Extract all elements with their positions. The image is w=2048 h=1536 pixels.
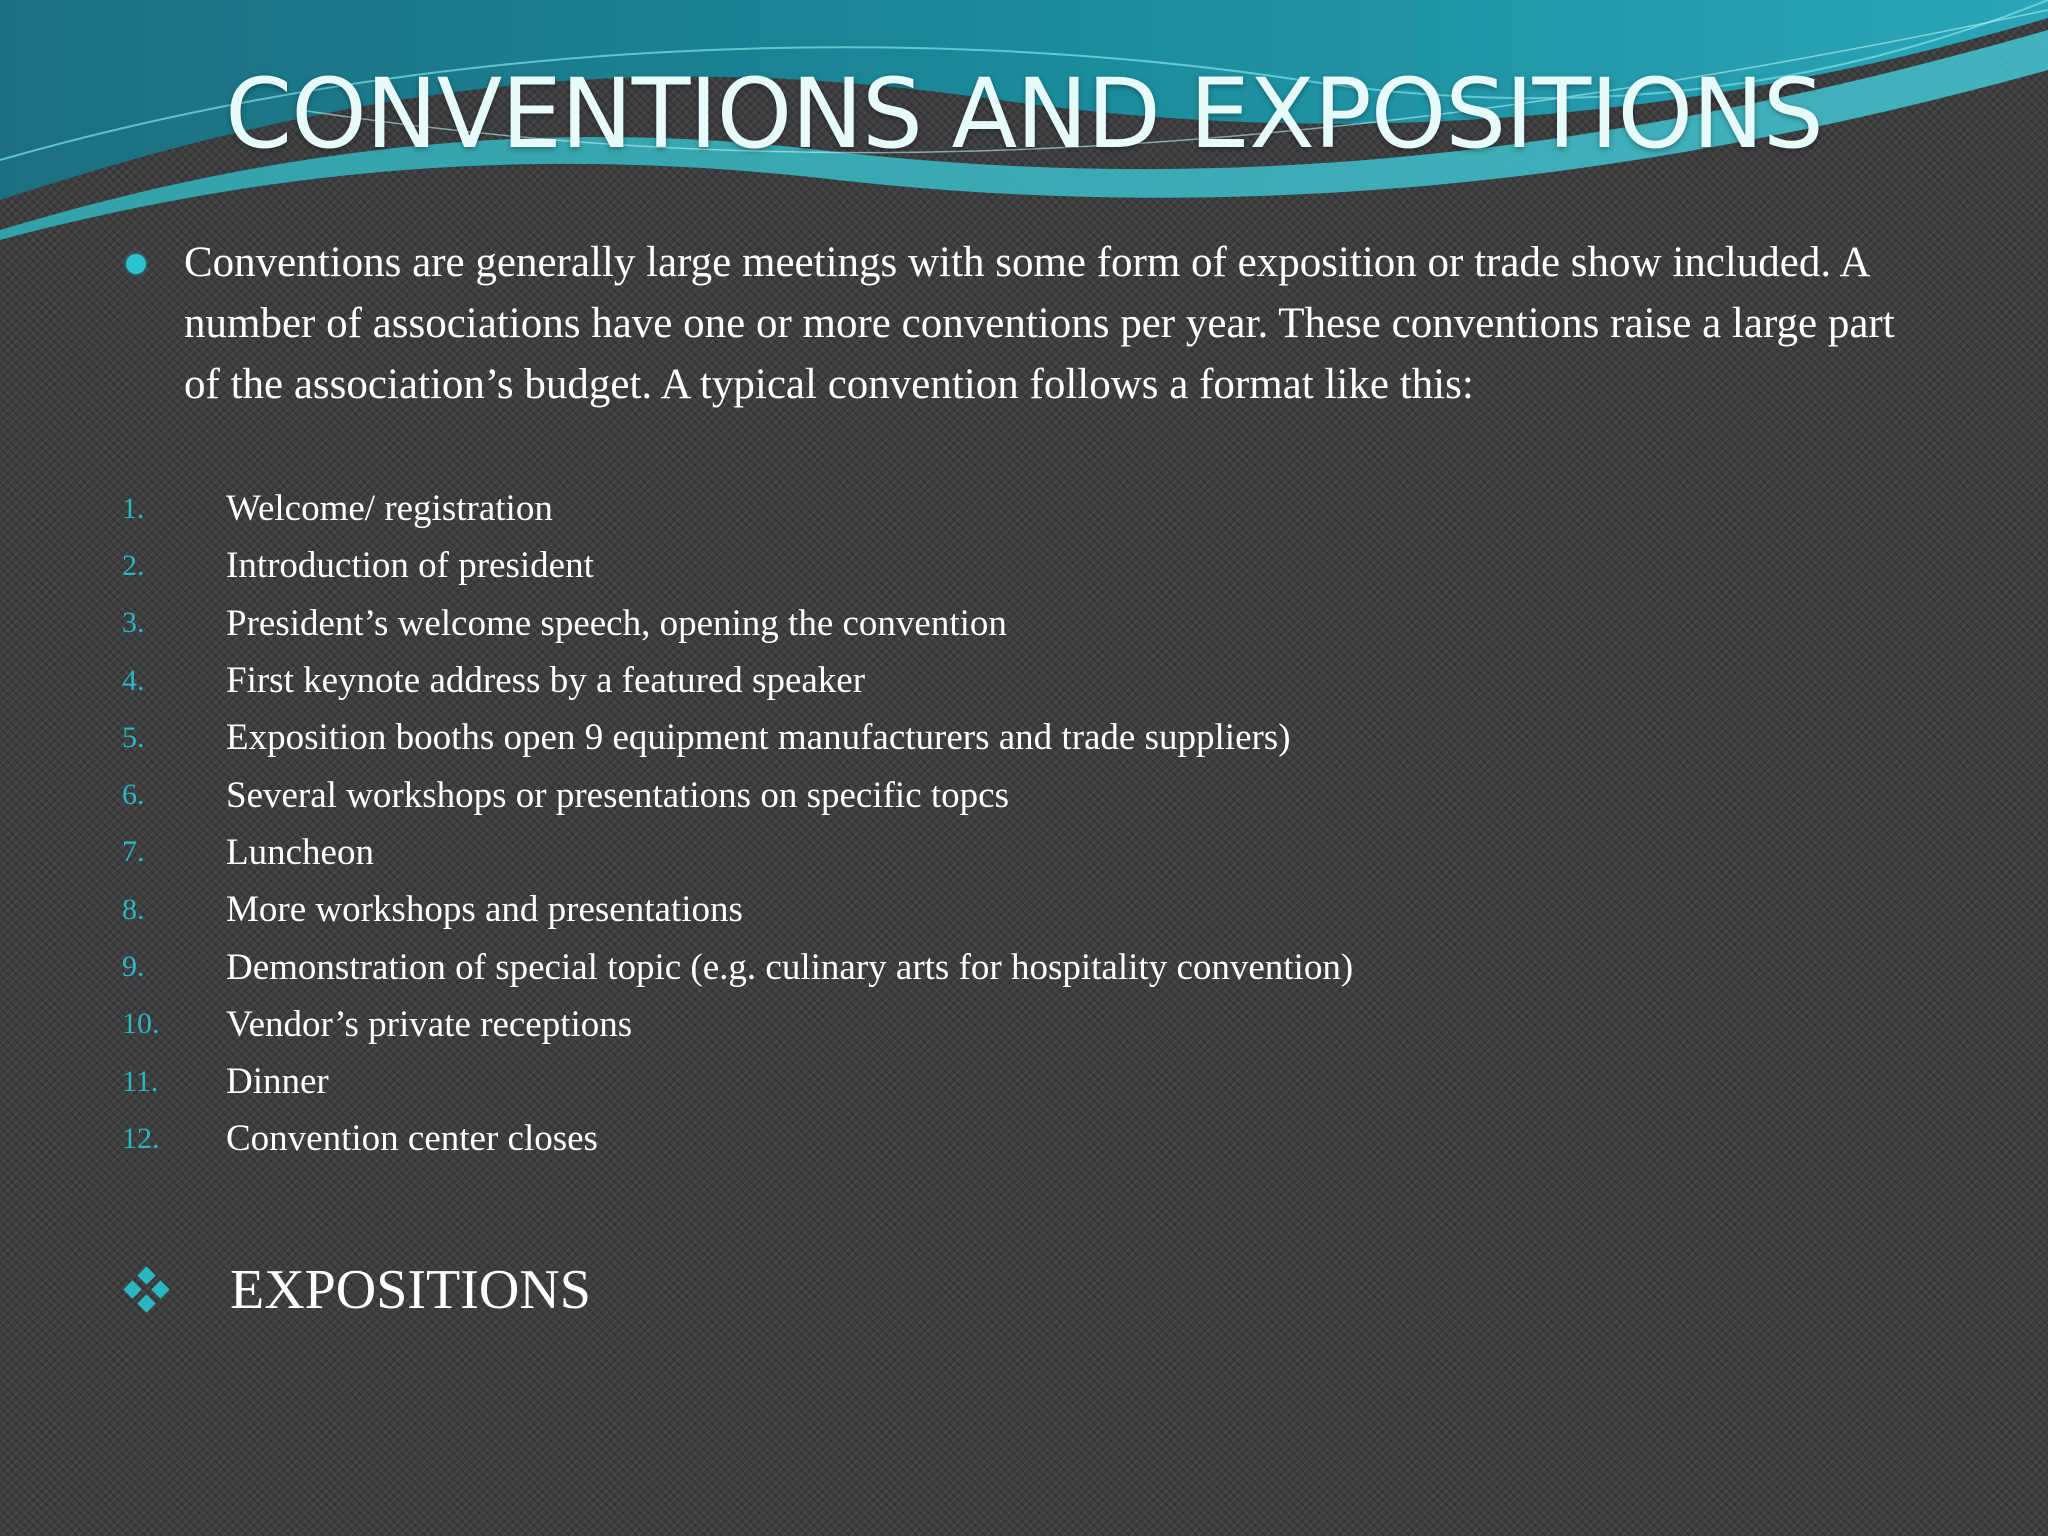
list-item-text: Exposition booths open 9 equipment manufacturers and trade suppliers) xyxy=(226,717,1291,759)
list-item-number: 5. xyxy=(122,720,145,754)
list-item xyxy=(122,1110,1942,1167)
list-item xyxy=(122,595,1942,652)
list-item-number: 1. xyxy=(122,491,145,525)
list-item-text: First keynote address by a featured speaker xyxy=(226,660,866,702)
list-item-number: 8. xyxy=(122,892,145,926)
intro-paragraph xyxy=(126,232,1926,415)
list-item xyxy=(122,996,1942,1053)
list-item xyxy=(122,537,1942,594)
list-item xyxy=(122,938,1942,995)
list-item-text: Dinner xyxy=(226,1061,329,1103)
dot-bullet-icon xyxy=(126,254,146,274)
list-item-text: Welcome/ registration xyxy=(226,488,553,530)
list-item xyxy=(122,480,1942,537)
list-item xyxy=(122,766,1942,823)
list-item-number: 2. xyxy=(122,548,145,582)
expositions-heading-text: EXPOSITIONS xyxy=(230,1259,591,1321)
list-item-text: Introduction of president xyxy=(226,545,594,587)
list-item-number: 12. xyxy=(122,1121,160,1155)
list-item-number: 11. xyxy=(122,1064,159,1098)
list-item-text: More workshops and presentations xyxy=(226,889,743,931)
list-item-number: 7. xyxy=(122,835,145,869)
list-item xyxy=(122,824,1942,881)
list-item xyxy=(122,709,1942,766)
list-item-text: Convention center closes xyxy=(226,1118,598,1160)
four-diamond-bullet-icon xyxy=(126,1269,168,1311)
list-item xyxy=(122,1053,1942,1110)
list-item xyxy=(122,881,1942,938)
list-item-number: 4. xyxy=(122,663,145,697)
list-item-text: Several workshops or presentations on specific topcs xyxy=(226,774,1009,816)
list-item-number: 10. xyxy=(122,1007,160,1041)
list-item-number: 6. xyxy=(122,778,145,812)
list-item-number: 9. xyxy=(122,950,145,984)
list-item-text: President’s welcome speech, opening the convention xyxy=(226,602,1007,644)
intro-text: Conventions are generally large meetings with some form of exposition or trade show included. A number of associations have one or more conventions per year. These conventions raise a large part of the association’s budget. A typical convention follows a format like this: xyxy=(184,239,1895,408)
slide-title: CONVENTIONS AND EXPOSITIONS xyxy=(225,58,1823,170)
list-item-text: Vendor’s private receptions xyxy=(226,1003,633,1045)
list-item-text: Demonstration of special topic (e.g. culinary arts for hospitality convention) xyxy=(226,946,1354,988)
convention-format-list xyxy=(122,480,1942,1168)
expositions-heading xyxy=(126,1258,591,1322)
list-item-number: 3. xyxy=(122,606,145,640)
list-item-text: Luncheon xyxy=(226,831,374,873)
list-item xyxy=(122,652,1942,709)
